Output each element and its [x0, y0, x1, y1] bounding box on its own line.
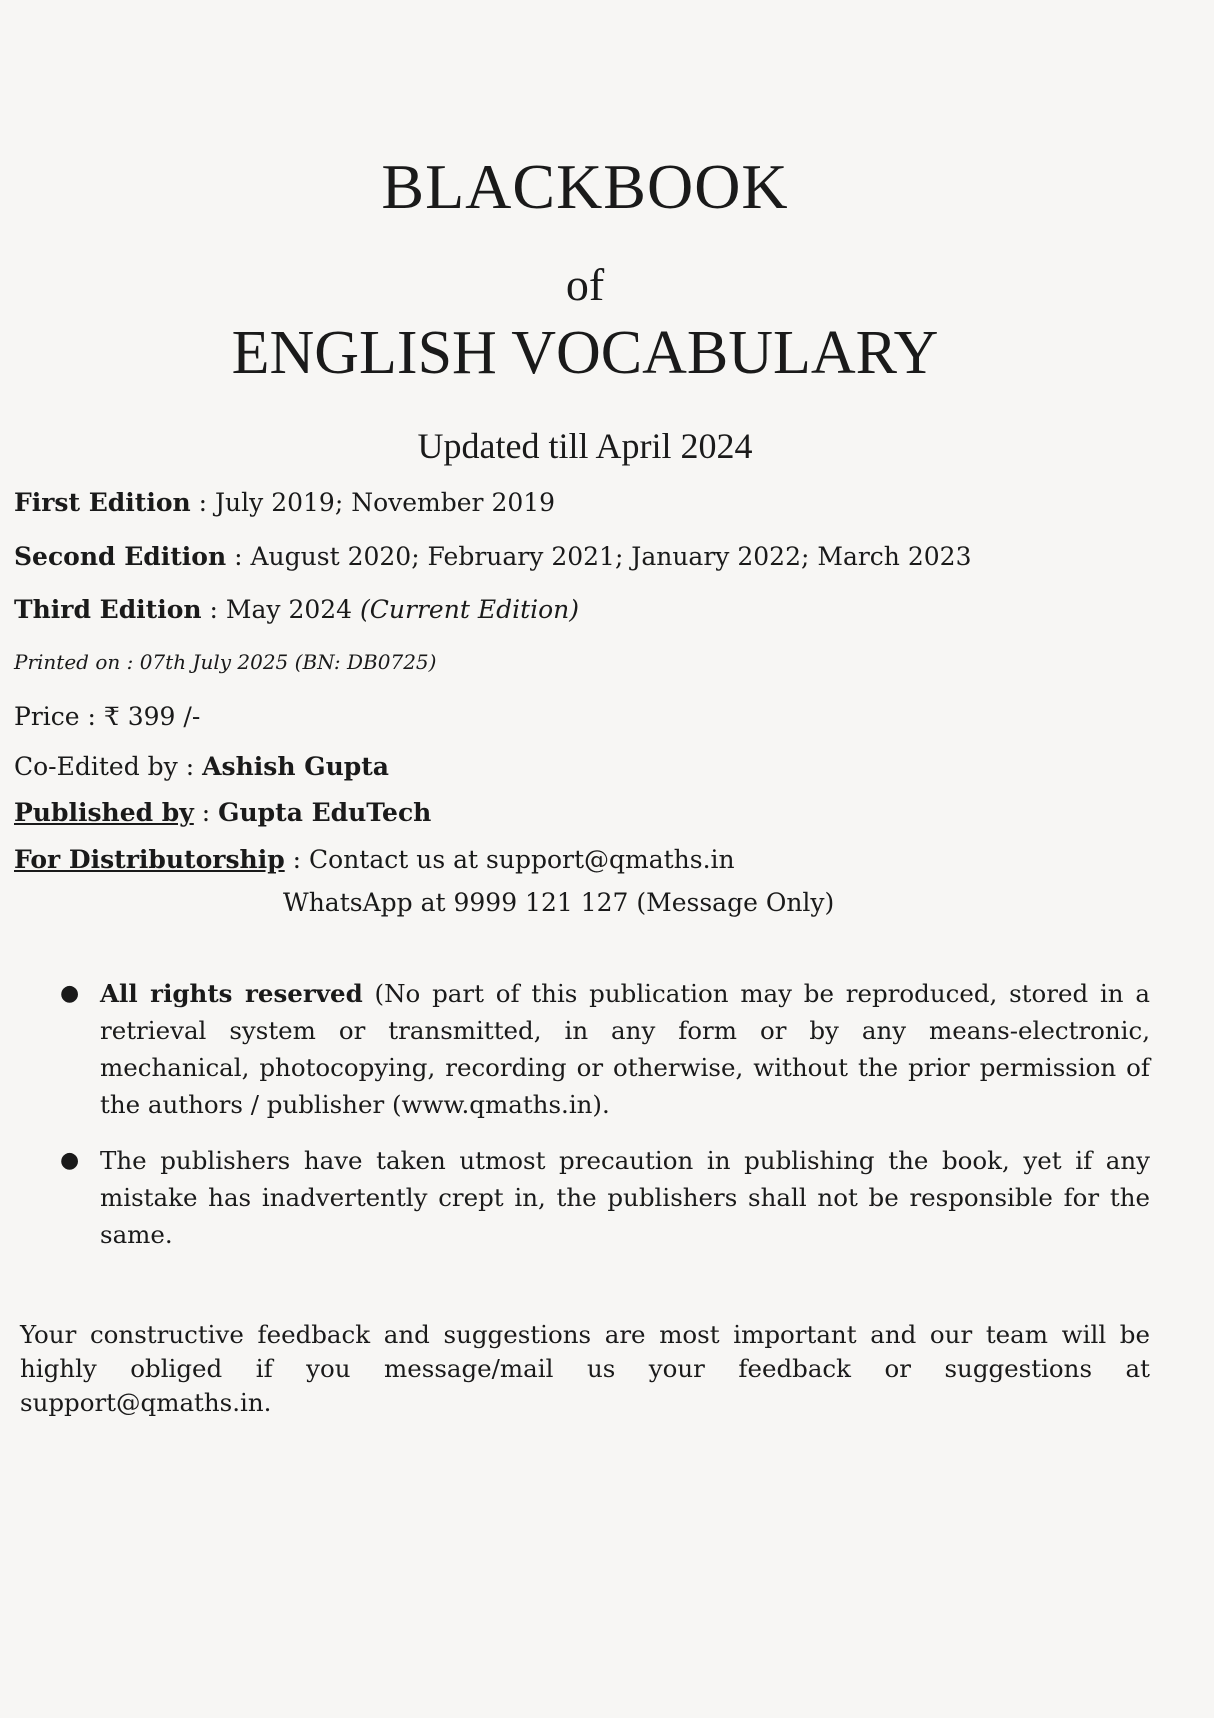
bullet-text: [100, 1142, 1150, 1253]
label: Published by: [14, 798, 194, 827]
text: (No part of this publication may be reproduced, stored in a retrieval system or transmitted, in any form or by any means-electronic, mechanical, photocopying, recording or otherwise, without the prior permission of the authors / publisher (www.qmaths.in).: [100, 979, 1150, 1119]
whatsapp: WhatsApp at 9999 121 127 (Message Only): [283, 888, 835, 917]
bullet-icon: ●: [60, 981, 80, 1006]
second-edition: [14, 542, 971, 571]
book-subtitle: ENGLISH VOCABULARY: [231, 319, 939, 387]
book-title: BLACKBOOK: [381, 151, 789, 222]
sep: :: [201, 595, 226, 624]
sep: :: [226, 542, 251, 571]
sep: :: [284, 845, 310, 874]
label: Second Edition: [14, 542, 227, 571]
value: May 2024: [225, 595, 361, 624]
note: (Current Edition): [360, 595, 580, 624]
co-edited: [14, 752, 389, 781]
title-of: of: [565, 259, 605, 310]
text: The publishers have taken utmost precaution in publishing the book, yet if any mistake has inadvertently crept in, the publishers shall not be responsible for the same.: [100, 1146, 1150, 1249]
bullet-disclaimer: [60, 1142, 1150, 1253]
bullet-rights: [60, 975, 1150, 1123]
first-edition: [14, 488, 555, 517]
value: July 2019; November 2019: [215, 488, 556, 517]
label: For Distributorship: [14, 845, 285, 874]
feedback-note: Your constructive feedback and suggestions are most important and our team will be highly obliged if you message/mail us your feedback or suggestions at support@qmaths.in.: [20, 1320, 1150, 1417]
label: Third Edition: [14, 595, 202, 624]
third-edition: [14, 595, 579, 624]
label: Price :: [14, 702, 104, 731]
bold: All rights reserved: [100, 979, 363, 1008]
updated-note: Updated till April 2024: [417, 426, 753, 466]
label: Co-Edited by :: [14, 752, 203, 781]
value: Ashish Gupta: [202, 752, 389, 781]
value: Gupta EduTech: [218, 798, 432, 827]
distributorship: [14, 845, 735, 874]
bullet-text: [100, 975, 1150, 1123]
sep: :: [190, 488, 216, 517]
price: [14, 702, 200, 731]
value: ₹ 399 /-: [103, 702, 201, 731]
published-by: [14, 798, 431, 827]
label: First Edition: [14, 488, 191, 517]
sep: :: [193, 798, 219, 827]
bullet-icon: ●: [60, 1148, 80, 1173]
value: August 2020; February 2021; January 2022; March 2023: [250, 542, 972, 571]
value: Contact us at support@qmaths.in: [309, 845, 735, 874]
printed-on: Printed on : 07th July 2025 (BN: DB0725): [14, 650, 437, 674]
